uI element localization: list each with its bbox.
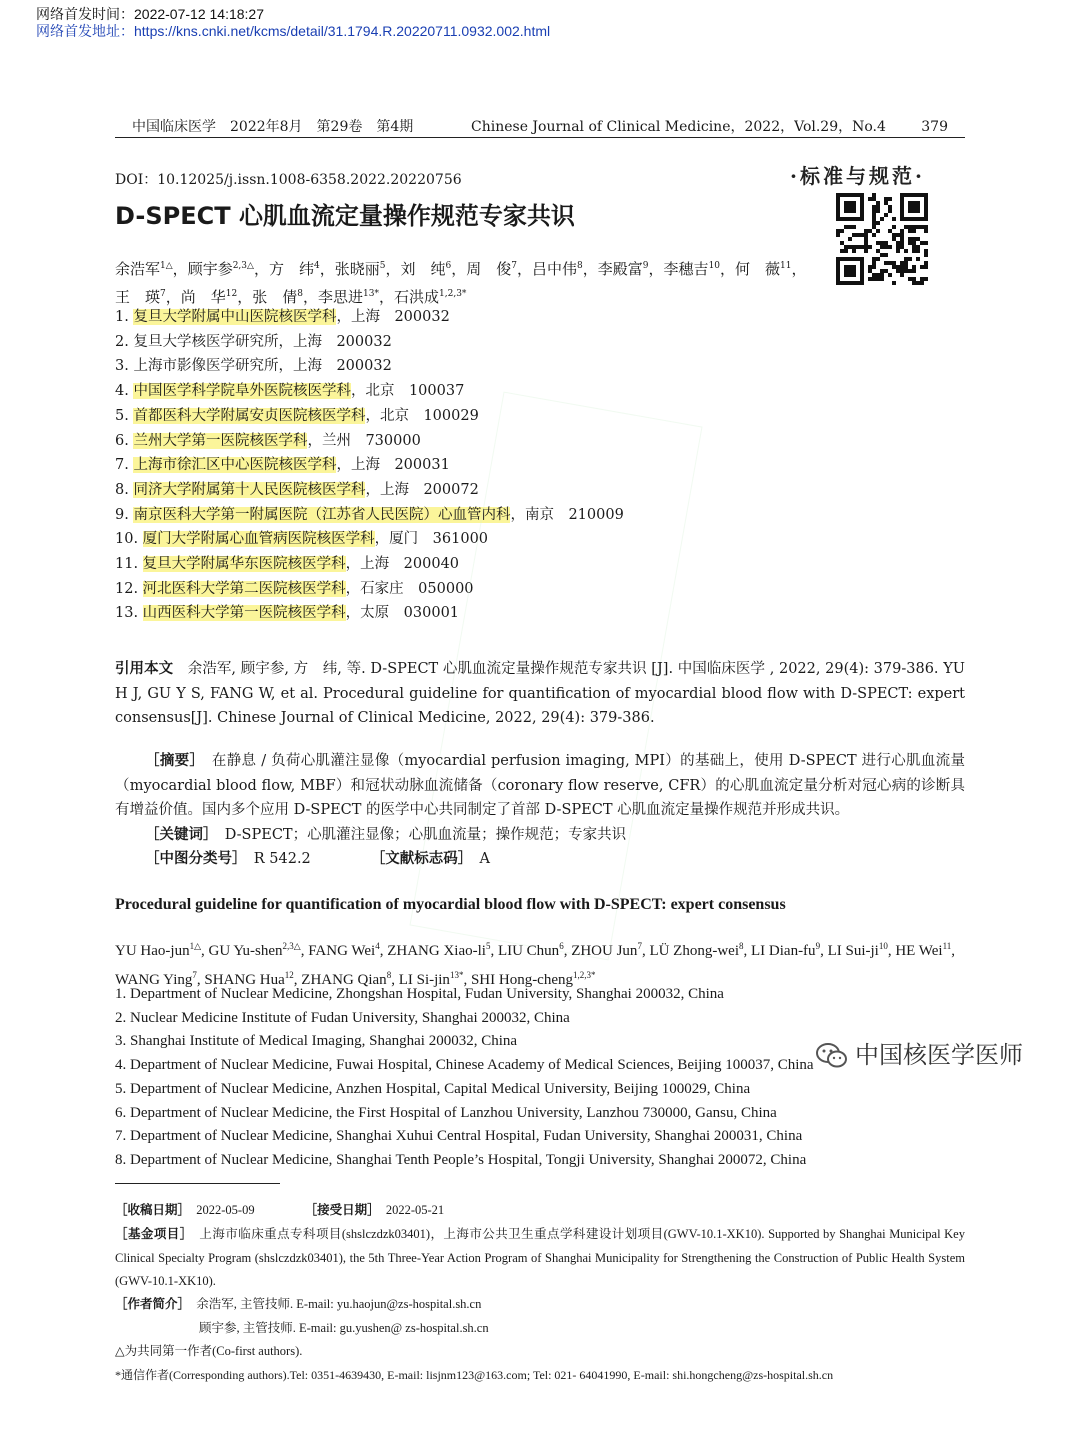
author-en: SHANG Hua: [204, 972, 285, 988]
author-en: ZHANG Qian: [301, 972, 387, 988]
author-affil-sup: 1△: [160, 261, 173, 271]
author-affil-sup: 1△: [189, 941, 201, 951]
affiliations-en: [115, 983, 814, 1173]
author-affil-sup: 5: [485, 941, 491, 951]
received-date: 2022-05-09: [183, 1203, 255, 1217]
watermark-text: 中国核医学医师: [855, 1041, 1023, 1069]
author-affil-sup: 9: [815, 941, 821, 951]
author-cn: 余浩军: [115, 260, 161, 278]
author-affil-sup: 7: [637, 941, 642, 951]
author-en: LI Sui-ji: [827, 943, 879, 959]
publish-time: 网络首发时间：2022-07-12 14:18:27: [36, 6, 264, 22]
bio-2: 顾宇参, 主管技师. E-mail: gu.yushen@ zs-hospital.sh.cn: [199, 1320, 489, 1335]
author-cn: 何 薇: [735, 260, 781, 278]
accepted-date: 2022-05-21: [373, 1203, 445, 1217]
author-affil-sup: 8: [577, 261, 583, 271]
publish-url-label: 网络首发地址：: [36, 23, 134, 39]
affiliation-highlight: 山西医科大学第一医院核医学科: [142, 605, 346, 622]
author-en: ZHOU Jun: [571, 943, 638, 959]
affiliation-num: 11.: [115, 556, 143, 573]
author-cn: 顾宇参: [187, 260, 233, 278]
affiliation-text: ，北京 100037: [350, 383, 465, 400]
affiliation-cn: [115, 330, 624, 355]
author-affil-sup: 4: [375, 941, 380, 951]
affiliation-text: ，北京 100029: [365, 407, 479, 424]
affiliation-num: 2.: [115, 333, 134, 350]
received-label: ［收稿日期］: [115, 1202, 184, 1217]
affiliation-highlight: 同济大学附属第十人民医院核医学科: [133, 481, 366, 498]
affiliation-highlight: 中国医学科学院阜外医院核医学科: [133, 383, 351, 400]
author-affil-sup: 1,2,3*: [573, 970, 596, 980]
author-affil-sup: 2,3△: [232, 261, 254, 271]
keywords-label: ［关键词］: [145, 826, 211, 843]
author-en: GU Yu-shen: [208, 943, 283, 959]
affiliation-en: 3. Shanghai Institute of Medical Imaging, Shanghai 200032, China: [115, 1033, 518, 1050]
author-affil-sup: 8: [386, 970, 392, 980]
affiliation-num: 3.: [115, 358, 134, 375]
affiliation-highlight: 复旦大学附属华东医院核医学科: [142, 556, 346, 573]
bio-label: ［作者简介］: [115, 1296, 184, 1311]
affiliation-highlight: 复旦大学附属中山医院核医学科: [133, 309, 337, 325]
author-en: LI Si-jin: [398, 972, 450, 988]
bio-line-1: [115, 1292, 965, 1317]
affiliation-text: ，上海 200072: [365, 481, 479, 498]
affiliation-highlight: 厦门大学附属心血管病医院核医学科: [142, 531, 375, 548]
authors-en: YU Hao-jun$^{1\triangle}$, GU Yu-shen$^{2,3\triangle}$, FANG Wei$^4$, ZHANG Xiao-$li^5$, LIU Chun$^6$, ZHOU Jun$^7$, LÜ Zhong-wei$^8$, LI Dian-$fu^9$, LI Sui-$ji^{10}$, HE Wei$^{11}$, WANG Ying$^7$, SHANG Hua$^{12}$, ZHANG Qian$^8$, LI Si-jin$^{13*}$, SHI Hong-cheng$^{1,2,3*}$: [115, 941, 955, 988]
wechat-watermark: [815, 1035, 1055, 1075]
author-cn: 石洪成: [394, 288, 440, 306]
author-affil-sup: 12: [284, 970, 294, 980]
citation-text: 余浩军, 顾宇参, 方 纬, 等. D-SPECT 心肌血流定量操作规范专家共识 [J]. 中国临床医学 , 2022, 29(4): 379-386. YU H J, GU Y S, FANG W, et al. Procedural guideline for quantification of myocardial blood flow with D-SPECT: expert consensus[J]. Chinese Journal of Clinical Medicine, 2022, 29(4): 379-386.: [115, 661, 965, 726]
author-cn: 周 俊: [466, 260, 512, 278]
affiliation-text: ，上海 200031: [336, 457, 450, 474]
publish-url-link[interactable]: https://kns.cnki.net/kcms/detail/31.1794.R.20220711.0932.002.html: [134, 23, 551, 39]
running-head: [115, 117, 965, 138]
affiliation-en: 5. Department of Nuclear Medicine, Anzhen Hospital, Capital Medical University, Beijing 100029, China: [115, 1080, 751, 1097]
article-title-en: Procedural guideline for quantification of myocardial blood flow with D-SPECT: expert consensus: [115, 896, 786, 913]
footnote-rule: [115, 1183, 280, 1184]
author-affil-sup: 1,2,3*: [439, 289, 467, 299]
affiliation-text: ，上海 200032: [336, 309, 450, 325]
author-en: YU Hao-jun: [115, 943, 190, 959]
author-cn: 刘 纯: [400, 260, 446, 278]
author-affil-sup: 6: [445, 261, 452, 271]
author-affil-sup: 6: [559, 941, 564, 951]
footnote-dates: [115, 1198, 965, 1223]
doc-code-label: ［文献标志码］: [370, 851, 466, 867]
affiliation-text: ，上海 200040: [345, 556, 460, 573]
affiliation-cn: [115, 354, 624, 379]
author-affil-sup: 12: [225, 289, 238, 299]
publish-url-line: [36, 23, 550, 40]
affiliation-en: 7. Department of Nuclear Medicine, Shanghai Xuhui Central Hospital, Fudan University, Shanghai 200031, China: [115, 1128, 803, 1145]
affiliation-text: 上海市影像医学研究所，上海 200032: [133, 358, 392, 375]
affiliation-num: 6.: [115, 432, 134, 449]
fund-text: 上海市临床重点专科项目(shslczdzk03401)，上海市公共卫生重点学科建设计划项目(GWV-10.1-XK10). Supported by Shanghai Municipal Key Clinical Specialty Program (shslczdzk03401), the 5th Three-Year Action Program of Shanghai Municipality for Strengthening the Construction of Public Health System (GWV-10.1-XK10).: [115, 1227, 965, 1288]
author-affil-sup: 11: [780, 261, 792, 271]
author-affil-sup: 7: [160, 289, 166, 299]
author-affil-sup: 9: [642, 261, 649, 271]
affiliation-en: 8. Department of Nuclear Medicine, Shanghai Tenth People’s Hospital, Tongji University, Shanghai 200072, China: [115, 1151, 807, 1168]
author-en: LÜ Zhong-wei: [649, 943, 739, 959]
abstract-block: [115, 749, 965, 872]
affiliation-text: ，石家庄 050000: [345, 580, 474, 597]
clc-label: ［中图分类号］: [145, 851, 240, 867]
author-cn: 李殿富: [597, 260, 643, 278]
fund-label: ［基金项目］: [115, 1226, 187, 1241]
author-affil-sup: 10: [878, 941, 888, 951]
abstract-label: ［摘要］: [145, 753, 198, 769]
qr-code-icon: [836, 193, 928, 285]
affiliation-num: 7.: [115, 457, 134, 474]
doc-code-value: A: [465, 851, 491, 867]
affiliation-num: 8.: [115, 481, 134, 498]
affiliation-num: 1.: [115, 309, 134, 325]
author-cn: 尚 华: [180, 288, 226, 306]
author-affil-sup: 11: [942, 941, 952, 951]
author-affil-sup: 5: [379, 261, 386, 271]
affiliation-en: 2. Nuclear Medicine Institute of Fudan University, Shanghai 200032, China: [115, 1009, 570, 1026]
affiliation-num: 4.: [115, 383, 134, 400]
affiliation-text: ，兰州 730000: [307, 432, 421, 449]
affiliation-num: 9.: [115, 506, 134, 523]
footnote-cofirst: △为共同第一作者(Co-first authors).: [115, 1344, 303, 1358]
footnote-bio: [115, 1292, 965, 1340]
citation: [115, 657, 965, 731]
running-head-journal-cn: 中国临床医学 2022年8月 第29卷 第4期: [132, 119, 414, 135]
affiliation-en: 4. Department of Nuclear Medicine, Fuwai Hospital, Chinese Academy of Medical Sciences, Beijing 100037, China: [115, 1057, 814, 1074]
abstract: [115, 749, 965, 823]
affiliation-en: 6. Department of Nuclear Medicine, the First Hospital of Lanzhou University, Lanzhou 730000, Gansu, China: [115, 1104, 777, 1121]
page-number: 379: [921, 119, 948, 135]
author-affil-sup: 13*: [449, 970, 464, 980]
keywords-text: D-SPECT；心肌灌注显像；心肌血流量；操作规范；专家共识: [210, 826, 627, 843]
doi[interactable]: DOI：10.12025/j.issn.1008-6358.2022.20220756: [115, 172, 462, 188]
affiliation-num: 10.: [115, 531, 143, 548]
author-affil-sup: 7: [192, 970, 197, 980]
author-affil-sup: 13*: [363, 289, 379, 299]
classification: [115, 847, 965, 872]
affiliation-num: 12.: [115, 580, 143, 597]
affiliation-text: ，南京 210009: [510, 506, 624, 523]
author-affil-sup: 10: [708, 261, 721, 271]
affiliation-highlight: 兰州大学第一医院核医学科: [133, 432, 308, 449]
affiliation-num: 13.: [115, 605, 143, 622]
author-en: SHI Hong-cheng: [470, 972, 574, 988]
author-en: LI Dian-fu: [751, 943, 816, 959]
author-cn: 吕中伟: [532, 260, 578, 278]
wechat-icon: [815, 1041, 849, 1071]
affiliation-highlight: 河北医科大学第二医院核医学科: [142, 580, 346, 597]
author-cn: 方 纬: [268, 260, 314, 278]
author-affil-sup: 7: [511, 261, 517, 271]
author-cn: 李思进: [318, 288, 364, 306]
authors-cn: 余浩军$^{1\triangle}$，顾宇参$^{2,3\triangle}$，方 纬$^4$，张晓丽$^5$，刘 纯$^6$，周 俊$^7$，吕中伟$^8$，李殿富$^9$，李穗吉$^{10}$，何 薇$^{11}$，王 瑛$^7$，尚 华$^{12}$，张 倩$^8$，李思进$^{13*}$，石洪成$^{1,2,3*}$: [115, 260, 807, 306]
author-affil-sup: 4: [313, 261, 320, 271]
affiliation-highlight: 上海市徐汇区中心医院核医学科: [133, 457, 337, 474]
affiliation-highlight: 首都医科大学附属安贞医院核医学科: [133, 407, 366, 424]
author-cn: 李穗吉: [663, 260, 709, 278]
author-en: ZHANG Xiao-li: [387, 943, 486, 959]
citation-label: 引用本文: [115, 661, 174, 677]
author-en: LIU Chun: [497, 943, 560, 959]
author-en: FANG Wei: [308, 943, 376, 959]
author-cn: 张 倩: [252, 288, 298, 306]
column-tag: ·标准与规范·: [790, 164, 925, 188]
bio-1: 余浩军, 主管技师. E-mail: yu.haojun@zs-hospital.sh.cn: [183, 1297, 482, 1311]
footnote-fund: [115, 1222, 965, 1294]
affiliation-en: 1. Department of Nuclear Medicine, Zhongshan Hospital, Fudan University, Shanghai 200032, China: [115, 986, 724, 1002]
abstract-text: 在静息 / 负荷心肌灌注显像（myocardial perfusion imaging, MPI）的基础上，使用 D-SPECT 进行心肌血流量（myocardial blood flow, MBF）和冠状动脉血流储备（coronary flow reserve, CFR）的心肌血流定量分析对冠心病的诊断具有增益价值。国内多个应用 D-SPECT 的医学中心共同制定了首部 D-SPECT 心肌血流定量操作规范并形成共识。: [115, 753, 966, 818]
affiliation-cn: [115, 305, 624, 330]
running-head-journal-en: Chinese Journal of Clinical Medicine，2022，Vol.29，No.4: [471, 119, 886, 135]
affiliation-num: 5.: [115, 407, 134, 424]
article-title: D-SPECT 心肌血流定量操作规范专家共识: [115, 202, 575, 230]
author-cn: 张晓丽: [334, 260, 380, 278]
author-affil-sup: 8: [739, 941, 744, 951]
author-affil-sup: 8: [297, 289, 303, 299]
author-affil-sup: 2,3△: [282, 941, 301, 951]
affiliation-text: 复旦大学核医学研究所，上海 200032: [133, 333, 392, 350]
author-cn: 王 瑛: [115, 288, 161, 306]
author-en: WANG Ying: [115, 972, 193, 988]
affiliation-text: ，厦门 361000: [374, 531, 489, 548]
keywords: [115, 823, 965, 848]
clc-value: R 542.2: [239, 851, 311, 867]
affiliation-highlight: 南京医科大学第一附属医院（江苏省人民医院）心血管内科: [133, 506, 511, 523]
accepted-label: ［接受日期］: [304, 1202, 374, 1217]
author-en: HE Wei: [895, 943, 943, 959]
affiliation-text: ，太原 030001: [345, 605, 460, 622]
footnote-corresponding: *通信作者(Corresponding authors).Tel: 0351-4639430, E-mail: lisjnm123@163.com; Tel: 021- 64041990, E-mail: shi.hongcheng@zs-hospital.sh.cn: [115, 1368, 834, 1382]
